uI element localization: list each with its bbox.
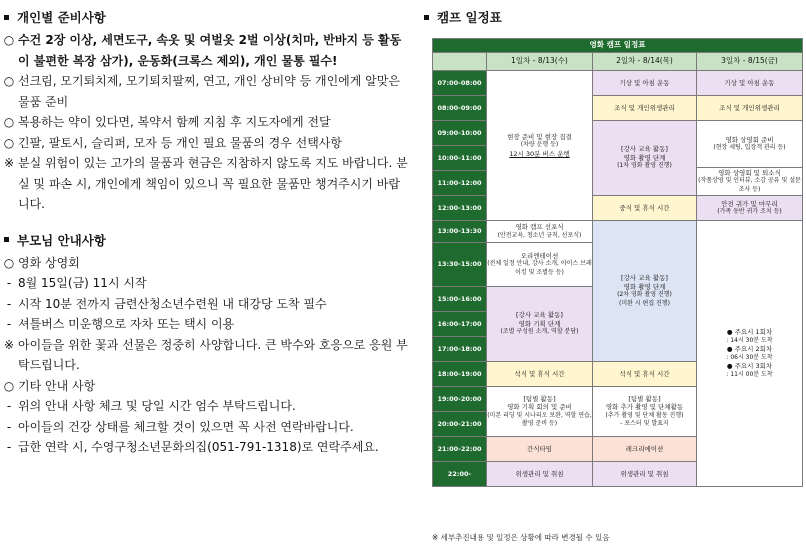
list-item-text: 8월 15일(금) 11시 시작 (18, 276, 147, 290)
day1-planning (486, 286, 593, 362)
day1-team (486, 386, 593, 437)
cell-text: [팀별 활동] (628, 394, 661, 403)
time-slot (432, 95, 487, 121)
schedule-footnote: ※ 세부추진내용 및 일정은 상황에 따라 변경될 수 있음 (432, 533, 610, 542)
list-item (0, 314, 410, 335)
time-slot-text: 22:00- (447, 469, 472, 478)
left-column (0, 8, 410, 458)
square-bullet-icon (4, 237, 9, 242)
day3-closing (696, 167, 803, 196)
time-slot (432, 220, 487, 243)
list-item-text: 급한 연락 시, 수영구청소년문화의집(051-791-1318)로 연락주세요. (18, 440, 379, 454)
cell-text: 오리엔테이션 (520, 251, 559, 260)
time-slot (432, 286, 487, 312)
bus-note: ● 주요시 3회차 (726, 362, 773, 370)
day-header-text: 3일차 - 8/15(금) (721, 56, 778, 66)
cell-text: (차량 운행 등) (520, 141, 559, 149)
list-item (0, 253, 410, 274)
time-slot-text: 16:00-17:00 (437, 319, 482, 328)
time-slot (432, 411, 487, 437)
cell-text: 영화 촬영 단계 (623, 153, 666, 162)
bullet-marker: - (6, 317, 12, 331)
day-header (696, 52, 803, 71)
cell-text: [강사 교육 활동] (516, 311, 563, 320)
list-item (0, 376, 410, 397)
day2-team (592, 386, 697, 437)
cell-text: 영화 추가 촬영 및 단체활동 (605, 403, 684, 411)
header-corner (432, 52, 487, 71)
bullet-marker: - (6, 296, 12, 311)
time-slot-text: 13:30-15:00 (437, 260, 482, 269)
day2-shoot1 (592, 120, 697, 196)
cell-text: (작품상영 및 인터뷰, 소감 공유 및 설문조사 등) (698, 177, 801, 193)
time-slot (432, 461, 487, 487)
bullet-marker: - (6, 399, 12, 413)
time-slot-text: 13:00-13:30 (437, 227, 482, 236)
bullet-marker: ○ (3, 74, 15, 88)
bullet-marker: ○ (3, 115, 15, 129)
day2-breakfast (592, 95, 697, 121)
section-title-prep: 개인별 준비사항 (0, 8, 410, 26)
list-item-text: 아이들의 건강 상태를 체크할 것이 있으면 꼭 사전 연락바랍니다. (18, 419, 354, 434)
list-item-text: 영화 상영회 (18, 255, 80, 270)
cell-text: 영화 캠프 선포식 (515, 223, 564, 231)
time-slot (432, 195, 487, 221)
bus-note: : 11시 00분 도착 (726, 370, 773, 378)
day3-wake (696, 70, 803, 96)
list-item-text: 기타 안내 사항 (18, 378, 96, 393)
time-slot (432, 242, 487, 287)
list-item (0, 133, 410, 154)
time-slot (432, 145, 487, 171)
bullet-marker: - (6, 419, 12, 434)
day1-sleep (486, 461, 593, 487)
day2-lunch (592, 195, 697, 221)
cell-text: 기상 및 아침 운동 (619, 78, 670, 87)
bullet-marker: ○ (3, 378, 15, 393)
time-slot (432, 170, 487, 196)
day-header-text: 2일차 - 8/14(목) (616, 56, 673, 66)
bullet-marker: - (6, 276, 12, 290)
day3-home (696, 195, 803, 221)
list-item-text: 셔틀버스 미운행으로 자차 또는 택시 이용 (18, 317, 235, 331)
cell-text: (추가 촬영 및 단체 활동 진행) (605, 411, 684, 419)
cell-text: 조식 및 개인위생관리 (614, 103, 675, 112)
list-item (0, 437, 410, 458)
cell-text: 조식 및 개인위생관리 (719, 103, 780, 112)
list-item-text: 위의 안내 사항 체크 및 당일 시간 엄수 부탁드립니다. (18, 399, 296, 413)
day3-bus-notes (696, 220, 803, 487)
square-bullet-icon (4, 15, 9, 20)
cell-text: 영화 상영회 및 퇴소식 (718, 168, 781, 177)
time-slot (432, 361, 487, 387)
cell-text: [팀별 활동] (523, 394, 556, 403)
bus-note: ● 주요시 2회차 (726, 345, 773, 353)
cell-text: 영화 기획 회의 및 준비 (507, 403, 572, 411)
day1-snack (486, 436, 593, 462)
bullet-marker: ○ (3, 255, 15, 270)
time-slot (432, 436, 487, 462)
bullet-marker: ※ (3, 337, 15, 352)
time-slot-text: 09:00-10:00 (437, 128, 482, 137)
time-slot-text: 07:00-08:00 (437, 78, 482, 87)
day1-orientation (486, 242, 593, 287)
day3-breakfast (696, 95, 803, 121)
cell-text: - 포스터 및 발표지 (620, 420, 669, 427)
prep-list (0, 30, 410, 215)
list-item-text: 복용하는 약이 있다면, 복약서 함께 지침 후 지도자에게 전달 (18, 115, 331, 129)
list-item-text: 선크림, 모기퇴치제, 모기퇴치팔찌, 연고, 개인 상비약 등 개인에게 알맞은 물품 준비 (18, 74, 400, 109)
bus-note: : 14시 30분 도착 (726, 336, 773, 344)
list-item-text: 아이들을 위한 꽃과 선물은 정중히 사양합니다. 큰 박수와 호응으로 응원 부탁드립니다. (18, 337, 408, 372)
bus-note: ● 주요시 1회차 (726, 328, 773, 336)
cell-text: 12시 30분 버스 운행 (509, 149, 570, 158)
cell-text: 영화 기획 단계 (518, 319, 561, 328)
table-title (432, 38, 803, 53)
day2-dinner (592, 361, 697, 387)
time-slot-text: 17:00-18:00 (437, 344, 482, 353)
bullet-marker: ○ (3, 33, 15, 47)
list-item (0, 153, 410, 215)
time-slot-text: 20:00-21:00 (437, 419, 482, 428)
cell-text: 석식 및 휴식 시간 (619, 369, 670, 378)
day2-sleep (592, 461, 697, 487)
cell-text: 중식 및 휴식 시간 (619, 203, 670, 212)
cell-text: [강사 교육 활동] (621, 274, 668, 282)
section-title-parents: 부모님 안내사항 (0, 231, 410, 249)
cell-text: 위생관리 및 취침 (515, 469, 564, 478)
bus-note: : 06시 30분 도착 (726, 353, 773, 361)
day2-shoot2 (592, 220, 697, 362)
list-item (0, 273, 410, 294)
list-item (0, 417, 410, 438)
day1-opening (486, 220, 593, 243)
time-slot (432, 336, 487, 362)
time-slot-text: 15:00-16:00 (437, 294, 482, 303)
day1-arrival (486, 70, 593, 221)
time-slot (432, 386, 487, 412)
cell-text: 안전 귀가 및 마무리 (721, 199, 778, 208)
time-slot (432, 311, 487, 337)
schedule-table (432, 38, 802, 528)
list-item (0, 335, 410, 376)
cell-text: (1차 영화 촬영 진행) (617, 162, 672, 170)
cell-text: 석식 및 휴식 시간 (514, 369, 565, 378)
cell-text: 기상 및 아침 운동 (724, 78, 775, 87)
cell-text: 간식타임 (526, 444, 553, 453)
list-item-text: 수건 2장 이상, 세면도구, 속옷 및 여벌옷 2벌 이상(치마, 반바지 등 활동이 불편한 복장 삼가), 운동화(크록스 제외), 개인 물통 필수! (18, 33, 402, 68)
list-item-text: 시작 10분 전까지 금련산청소년수련원 내 대강당 도착 필수 (18, 296, 327, 311)
cell-text: (미완 시 편집 진행) (619, 299, 670, 307)
bullet-marker: ※ (3, 156, 15, 170)
list-item-text: 분실 위험이 있는 고가의 물품과 현금은 지참하지 않도록 지도 바랍니다. 분실 및 파손 시, 개인에게 책임이 있으니 꼭 필요한 물품만 챙겨주시기 바랍니다. (18, 156, 408, 211)
parents-list (0, 253, 410, 458)
cell-text: (현장 세팅, 입장객 관리 등) (713, 144, 786, 151)
list-item (0, 30, 410, 71)
day1-dinner (486, 361, 593, 387)
list-item (0, 71, 410, 112)
cell-text: 위생관리 및 취침 (620, 469, 669, 478)
cell-text: (조별 구성원 소개, 역할 분담) (500, 328, 579, 336)
time-slot-text: 12:00-13:00 (437, 203, 482, 212)
cell-text: 현장 준비 및 현장 집결 (507, 132, 572, 141)
list-item (0, 294, 410, 315)
list-item (0, 112, 410, 133)
list-item (0, 396, 410, 417)
cell-text: (미본 리딩 및 시나리오 보완, 역할 연습, 촬영 준비 등) (487, 411, 592, 427)
day2-recreation (592, 436, 697, 462)
day3-screening-prep (696, 120, 803, 168)
list-item-text: 긴팔, 팔토시, 슬리퍼, 모자 등 개인 필요 물품의 경우 선택사항 (18, 135, 342, 150)
cell-text: (가족 동반 귀가 조치 등) (717, 208, 782, 215)
day-header-text: 1일차 - 8/13(수) (511, 56, 568, 66)
cell-text: 레크리에이션 (625, 444, 664, 453)
time-slot (432, 70, 487, 96)
time-slot-text: 11:00-12:00 (437, 178, 482, 187)
time-slot (432, 120, 487, 146)
cell-text: 영화 촬영 단계 (623, 282, 666, 291)
right-column (420, 8, 806, 30)
cell-text: (안전교육, 청소년 규칙, 선포식) (497, 231, 582, 239)
day2-wake (592, 70, 697, 96)
day-header (486, 52, 593, 71)
bullet-marker: ○ (3, 135, 15, 150)
section-title-schedule: 캠프 일정표 (420, 8, 806, 26)
table-title-text: 영화 캠프 일정표 (589, 40, 646, 50)
bullet-marker: - (6, 440, 12, 454)
time-slot-text: 18:00-19:00 (437, 369, 482, 378)
day-header (592, 52, 697, 71)
cell-text: (2차 영화 촬영 진행) (617, 291, 672, 298)
time-slot-text: 10:00-11:00 (437, 153, 482, 162)
square-bullet-icon (424, 15, 429, 20)
time-slot-text: 19:00-20:00 (437, 394, 482, 403)
cell-text: 영화 상영회 준비 (725, 135, 774, 144)
time-slot-text: 21:00-22:00 (437, 444, 482, 453)
cell-text: (전체 일정 안내, 강사 소개, 아이스 브레이킹 및 조별등 등) (487, 260, 592, 276)
cell-text: [강사 교육 활동] (621, 145, 668, 154)
time-slot-text: 08:00-09:00 (437, 103, 482, 112)
